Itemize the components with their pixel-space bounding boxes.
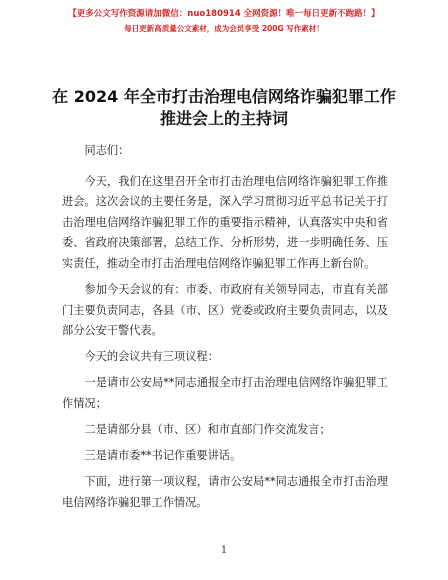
document-title [40,86,408,130]
paragraph-opening: 今天，我们在这里召开全市打击治理电信网络诈骗犯罪工作推进会。这次会议的主要任务是，深入学习贯彻习近平总书记关于打击治理电信网络诈骗犯罪工作的重要指示精神，认真落实中央和省委、省政府决策部署，总结工作、分析形势，进一步明确任务、压实责任，推动全市打击治理电信网络诈骗犯罪工作再上新台阶。 [62,174,388,270]
paragraph-agenda-item-1: 一是请市公安局**同志通报全市打击治理电信网络诈骗犯罪工作情况； [62,376,388,411]
salutation: 同志们： [84,144,130,157]
promo-banner-line-2: 每日更新高质量公文素材，成为会员享受 200G 写作素材！ [124,24,324,33]
promo-banner [0,8,448,35]
document-title-line-2: 推进会上的主持词 [159,109,288,128]
page-number: 1 [220,545,228,556]
document-body [62,141,388,519]
promo-banner-line-1: 【更多公文写作资源请加微信：nuo180914 全网资源！唯一每日更新不跑路！】 [68,9,380,19]
document-title-line-1: 在 2024 年全市打击治理电信网络诈骗犯罪工作 [52,87,396,106]
paragraph-first-item: 下面，进行第一项议程，请市公安局**同志通报全市打击治理电信网络诈骗犯罪工作情况。 [62,475,388,509]
paragraph-attendees: 参加今天会议的有：市委、市政府有关领导同志，市直有关部门主要负责同志，各县（市、区）党委或政府主要负责同志，以及部分公安干警代表。 [62,283,388,338]
paragraph-agenda-item-2: 二是请部分县（市、区）和市直部门作交流发言； [84,423,331,437]
paragraph-agenda-item-3: 三是请市委**书记作重要讲话。 [84,449,242,463]
paragraph-agenda-intro: 今天的会议共有三项议程： [84,350,219,364]
